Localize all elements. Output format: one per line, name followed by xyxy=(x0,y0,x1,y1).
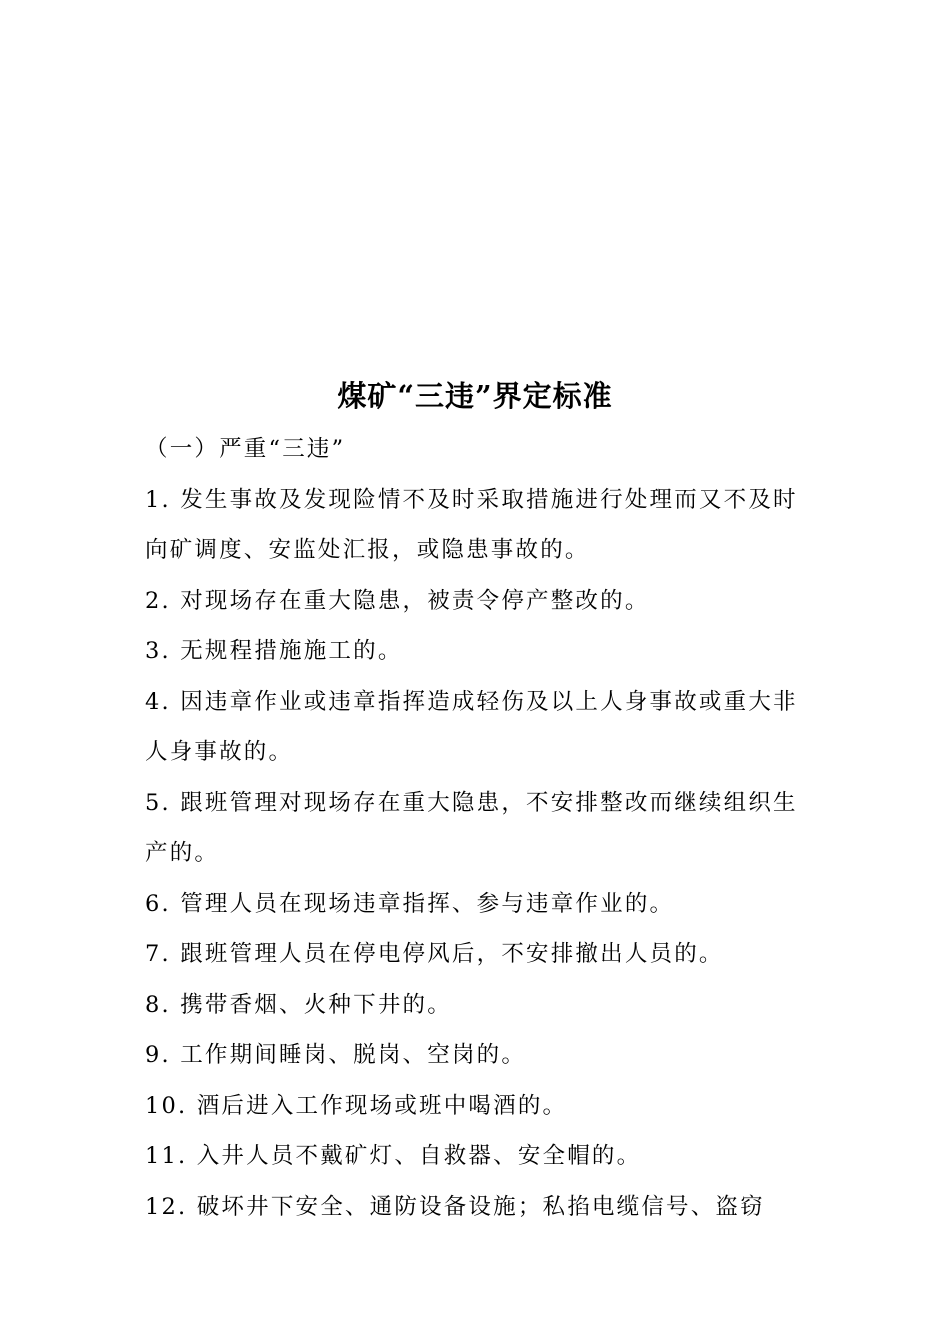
list-item: 8. 携带香烟、火种下井的。 xyxy=(145,991,452,1018)
document-body xyxy=(145,424,805,1232)
list-item: 4. 因违章作业或违章指挥造成轻伤及以上人身事故或重大非人身事故的。 xyxy=(145,688,798,765)
document-title: 煤矿“三违”界定标准 xyxy=(337,379,613,413)
list-item: 11. 入井人员不戴矿灯、自救器、安全帽的。 xyxy=(145,1143,642,1169)
list-item: 2. 对现场存在重大隐患，被责令停产整改的。 xyxy=(145,587,650,614)
list-item: 10. 酒后进入工作现场或班中喝酒的。 xyxy=(145,1092,568,1119)
list-item: 3. 无规程措施施工的。 xyxy=(145,638,403,664)
list-item: 12. 破坏井下安全、通防设备设施；私掐电缆信号、盗窃 xyxy=(145,1193,765,1220)
section-heading: （一）严重“三违” xyxy=(145,436,346,462)
list-item: 1. 发生事故及发现险情不及时采取措施进行处理而又不及时向矿调度、安监处汇报，或隐患事故的。 xyxy=(145,486,798,563)
list-item: 9. 工作期间睡岗、脱岗、空岗的。 xyxy=(145,1042,527,1068)
list-item: 7. 跟班管理人员在停电停风后，不安排撤出人员的。 xyxy=(145,941,724,967)
list-item: 6. 管理人员在现场违章指挥、参与违章作业的。 xyxy=(145,890,675,917)
list-item: 5. 跟班管理对现场存在重大隐患，不安排整改而继续组织生产的。 xyxy=(145,789,798,866)
